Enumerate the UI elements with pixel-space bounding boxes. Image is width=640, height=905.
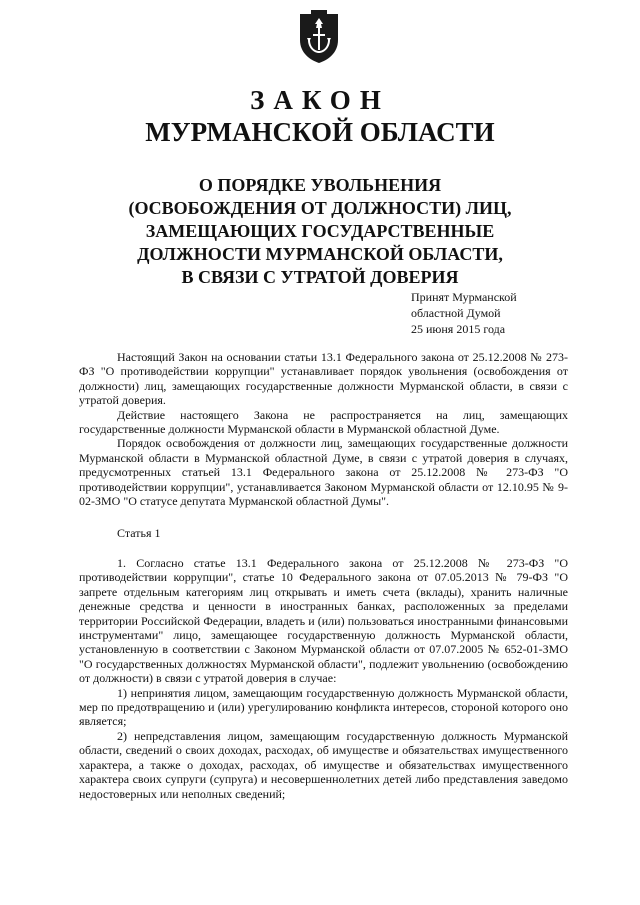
law-heading: ЗАКОН bbox=[250, 85, 390, 115]
preamble-paragraph: Порядок освобождения от должности лиц, замещающих государственные должности Мурманской области в Мурманской областной Думе, в связи с утратой доверия в случаях, предусмотренных статьей 13.1 Федерального закона от 25.12.2008 № 273-ФЗ "О противодействии коррупции", устанавливается Законом Мурманской области от 12.10.95 № 9-02-ЗМО "О статусе депутата Мурманской областной Думы". bbox=[79, 436, 568, 509]
article-paragraph: 1. Согласно статье 13.1 Федерального закона от 25.12.2008 № 273-ФЗ "О противодействии коррупции", статье 10 Федерального закона от 07.05.2013 № 79-ФЗ "О запрете отдельным категориям лиц открывать и иметь счета (вклады), хранить наличные денежные средства и ценности в иностранных банках, расположенных за пределами территории Российской Федерации, владеть и (или) пользоваться иностранными финансовыми инструментами" лицо, замещающее государственную должность Мурманской области, установленную в соответствии с Законом Мурманской области от 07.07.2005 № 652-01-ЗМО "О государственных должностях Мурманской области", подлежит увольнению (освобождению от должности) в связи с утратой доверия в случае: bbox=[79, 556, 568, 686]
title-line: В СВЯЗИ С УТРАТОЙ ДОВЕРИЯ bbox=[181, 267, 459, 287]
title-line: ЗАМЕЩАЮЩИХ ГОСУДАРСТВЕННЫЕ bbox=[145, 221, 495, 241]
article-paragraph: 1) непринятия лицом, замещающим государственную должность Мурманской области, мер по предотвращению и (или) урегулированию конфликта интересов, стороной которого оно является; bbox=[79, 685, 568, 729]
preamble-paragraph: Действие настоящего Закона не распространяется на лиц, замещающих государственные должности Мурманской области в Мурманской областной Думе. bbox=[79, 407, 568, 437]
preamble-paragraph: Настоящий Закон на основании статьи 13.1 Федерального закона от 25.12.2008 № 273-ФЗ "О противодействии коррупции" устанавливает порядок увольнения (освобождения от должности) лиц, замещающих государственные должности Мурманской области, в связи с утратой доверия. bbox=[79, 350, 568, 408]
adoption-line: областной Думой bbox=[411, 306, 501, 320]
adoption-note bbox=[411, 289, 517, 337]
adoption-line: 25 июня 2015 года bbox=[411, 322, 506, 336]
article-paragraph: 2) непредставления лицом, замещающим государственную должность Мурманской области, сведений о своих доходах, расходах, об имуществе и обязательствах имущественного характера, а также о доходах, расходах, об имуществе и обязательствах имущественного характера своих супруги (супруга) и несовершеннолетних детей либо представления заведомо недостоверных или неполных сведений; bbox=[79, 728, 568, 801]
preamble-block bbox=[79, 350, 568, 508]
coat-of-arms-icon bbox=[297, 10, 341, 64]
region-heading: МУРМАНСКОЙ ОБЛАСТИ bbox=[145, 117, 495, 147]
title-line: (ОСВОБОЖДЕНИЯ ОТ ДОЛЖНОСТИ) ЛИЦ, bbox=[128, 198, 512, 218]
article-heading: Статья 1 bbox=[117, 526, 161, 540]
adoption-line: Принят Мурманской bbox=[411, 290, 517, 304]
title-line: О ПОРЯДКЕ УВОЛЬНЕНИЯ bbox=[198, 175, 442, 195]
title-line: ДОЛЖНОСТИ МУРМАНСКОЙ ОБЛАСТИ, bbox=[137, 244, 503, 264]
article-body bbox=[79, 556, 568, 801]
law-title bbox=[0, 174, 640, 289]
